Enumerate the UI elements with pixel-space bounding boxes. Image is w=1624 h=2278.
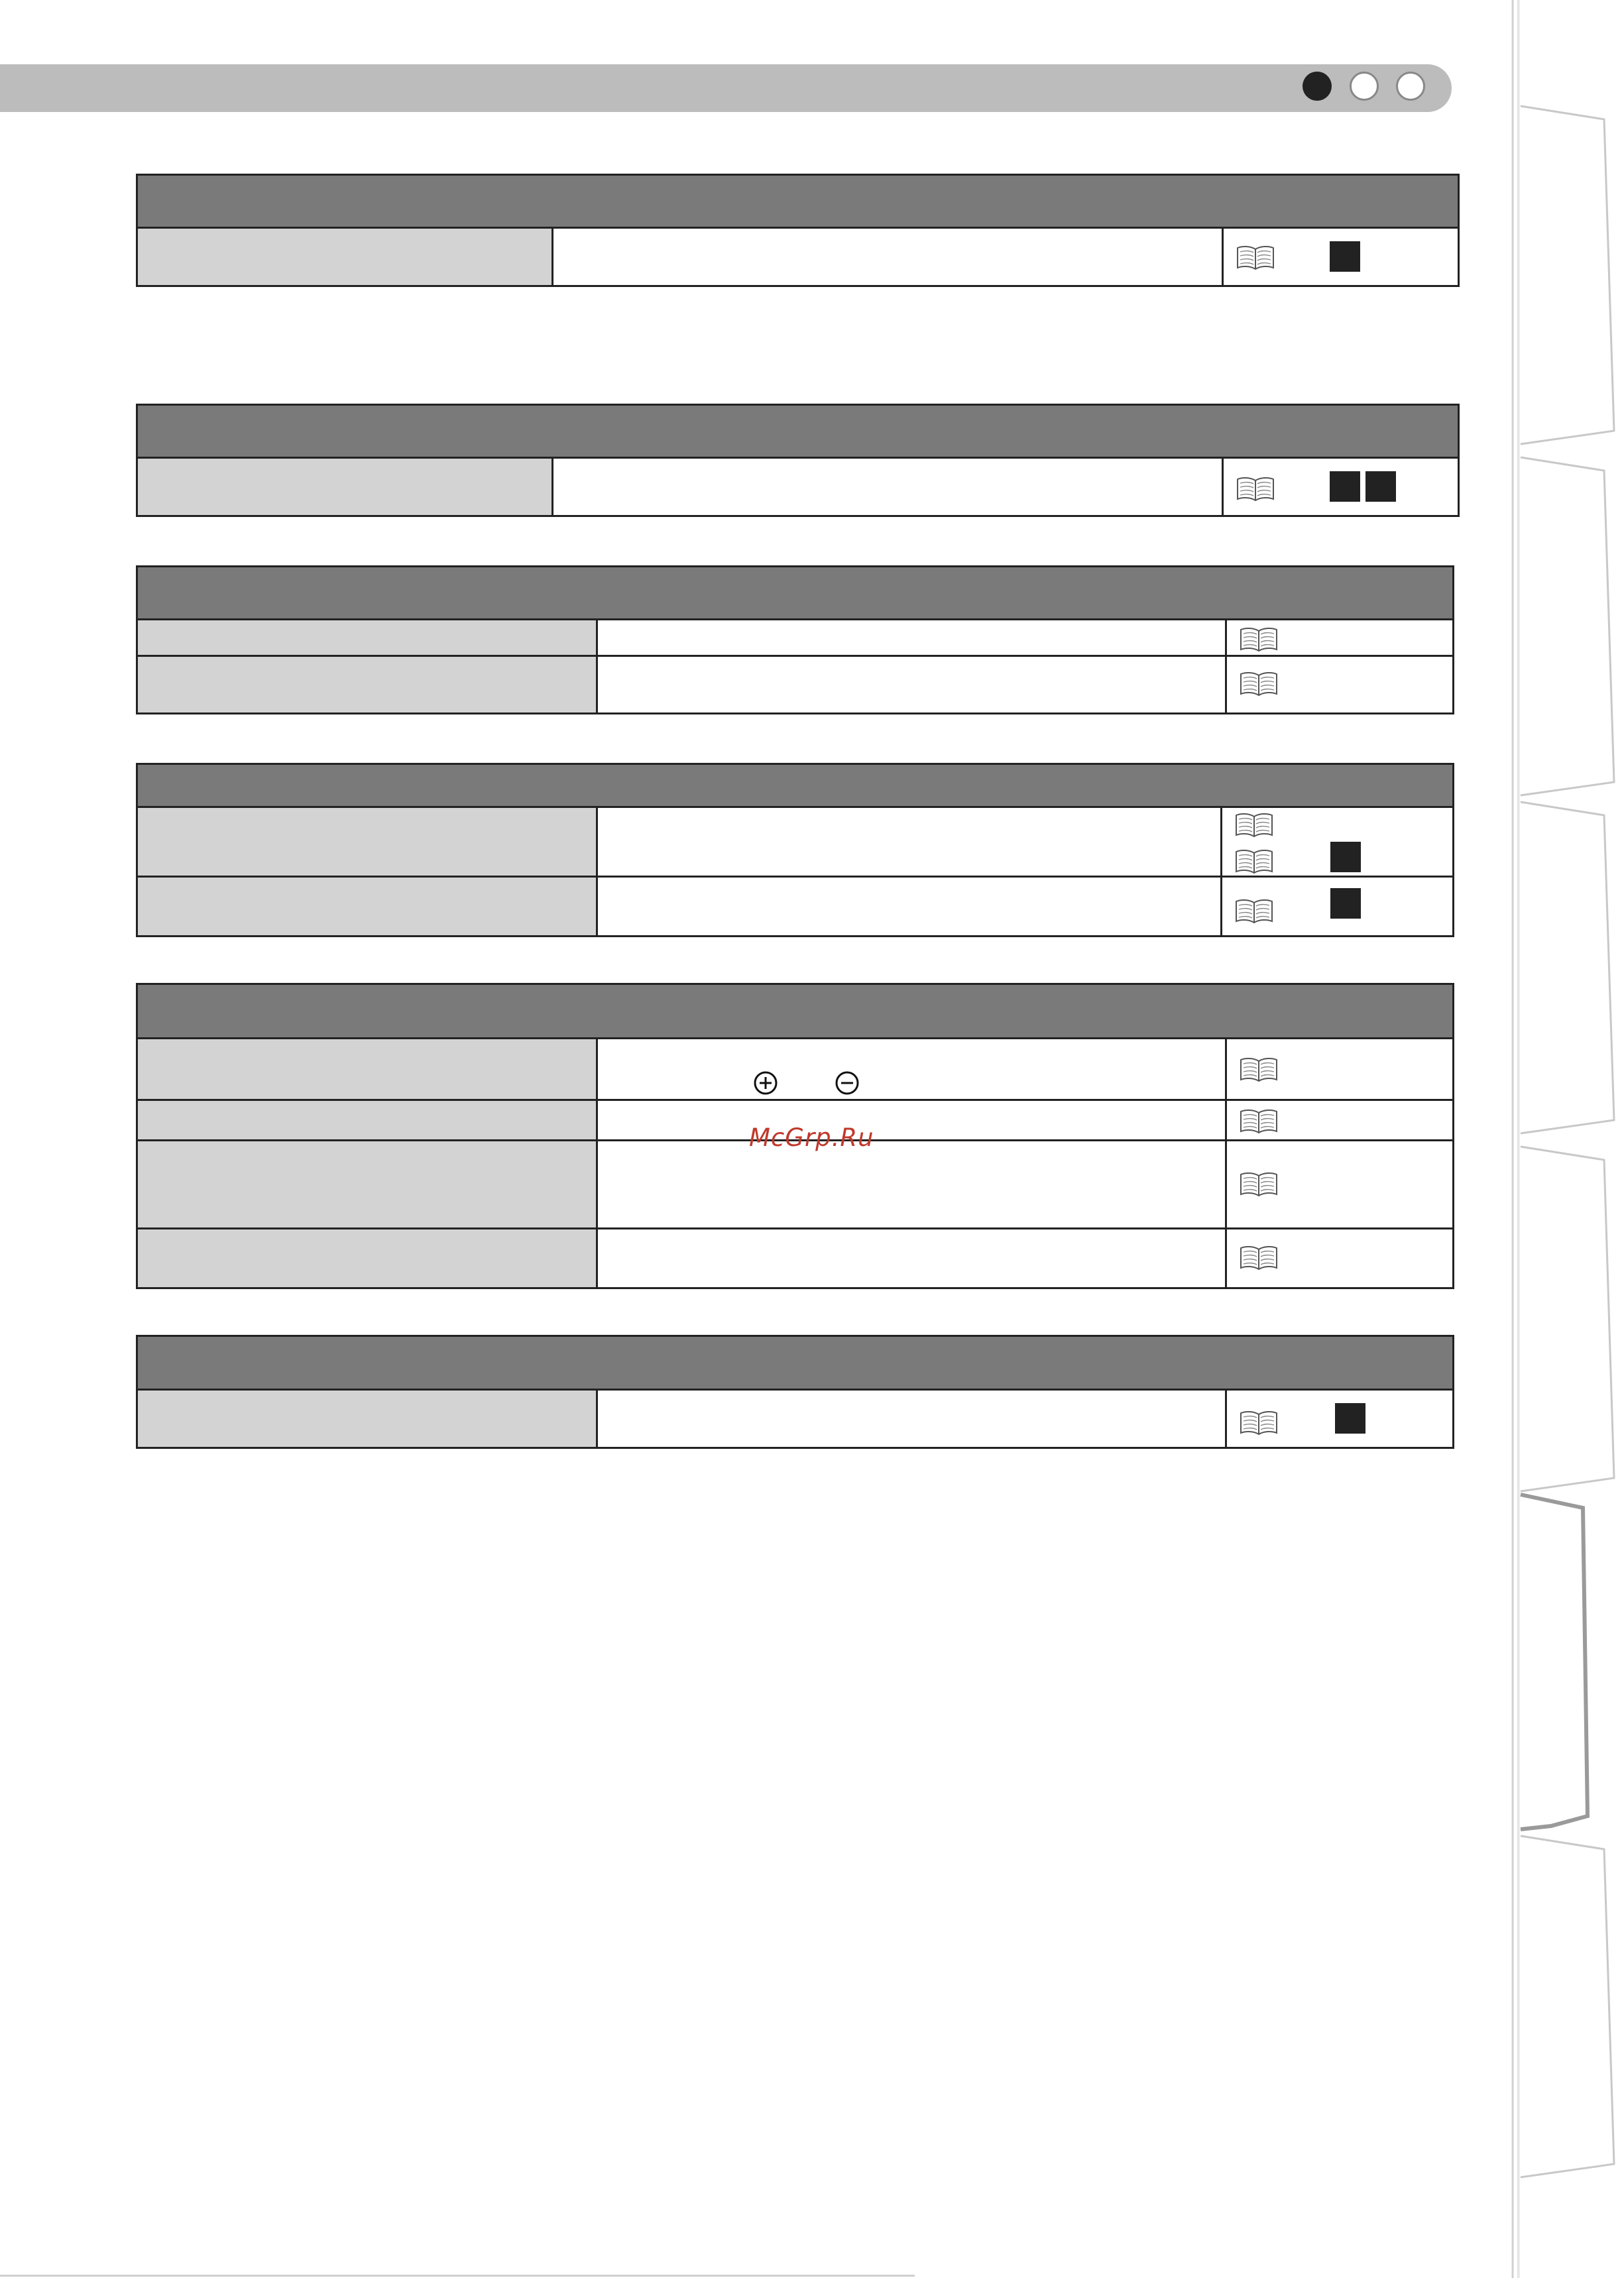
row-description-cell [598, 1229, 1227, 1287]
step-marker-icon [1365, 471, 1396, 502]
row-reference-cell [1227, 1229, 1452, 1287]
table-row [138, 1039, 1452, 1101]
row-label-cell [138, 1391, 598, 1447]
row-reference-cell [1222, 878, 1452, 935]
book-reference-icon [1239, 1409, 1279, 1436]
step-marker-icon [1330, 241, 1360, 272]
row-label-cell [138, 657, 598, 712]
book-reference-icon [1236, 244, 1275, 270]
table-row [138, 620, 1452, 657]
table-header [138, 985, 1452, 1039]
table-6 [136, 1335, 1454, 1449]
table-row [138, 808, 1452, 878]
row-description-cell [598, 1141, 1227, 1227]
row-reference-cell [1227, 657, 1452, 712]
step-marker-icon [1335, 1403, 1365, 1434]
book-reference-icon [1239, 1108, 1279, 1134]
table-row [138, 657, 1452, 712]
table-header [138, 176, 1458, 229]
row-label-cell [138, 808, 598, 876]
minus-circle-icon [835, 1070, 860, 1096]
row-description-cell [598, 657, 1227, 712]
row-description-cell [553, 459, 1224, 515]
row-reference-cell [1224, 229, 1458, 285]
book-reference-icon [1239, 1056, 1279, 1082]
book-reference-icon [1239, 1244, 1279, 1271]
table-row [138, 1141, 1452, 1229]
row-description-cell [598, 1039, 1227, 1099]
row-reference-cell [1227, 620, 1452, 655]
row-label-cell [138, 229, 553, 285]
table-2 [136, 404, 1460, 517]
row-description-cell [598, 878, 1222, 935]
book-reference-icon [1239, 626, 1279, 652]
book-reference-icon [1239, 670, 1279, 697]
step-dot-empty-icon [1350, 72, 1379, 101]
table-row [138, 1391, 1452, 1447]
row-description-cell [598, 1101, 1227, 1139]
step-marker-icon [1330, 888, 1361, 919]
step-dot-empty-icon [1396, 72, 1425, 101]
table-header [138, 1337, 1452, 1391]
step-marker-icon [1330, 842, 1361, 872]
book-reference-icon [1234, 848, 1274, 874]
row-reference-cell [1227, 1391, 1452, 1447]
chapter-tabs [1511, 0, 1624, 2278]
table-row [138, 878, 1452, 935]
row-label-cell [138, 1101, 598, 1139]
table-header [138, 567, 1452, 620]
row-description-cell [598, 620, 1227, 655]
table-row [138, 1229, 1452, 1287]
book-reference-icon [1236, 475, 1275, 502]
row-label-cell [138, 1039, 598, 1099]
step-marker-icon [1330, 471, 1360, 502]
row-description-cell [598, 1391, 1227, 1447]
row-label-cell [138, 1229, 598, 1287]
table-1 [136, 174, 1460, 287]
row-description-cell [553, 229, 1224, 285]
table-3 [136, 565, 1454, 714]
row-label-cell [138, 878, 598, 935]
plus-circle-icon [753, 1070, 778, 1096]
book-reference-icon [1234, 897, 1274, 924]
book-reference-icon [1234, 811, 1274, 838]
row-label-cell [138, 1141, 598, 1227]
table-header [138, 765, 1452, 808]
book-reference-icon [1239, 1170, 1279, 1197]
row-label-cell [138, 459, 553, 515]
row-reference-cell [1227, 1141, 1452, 1227]
header-bar [0, 64, 1452, 112]
row-description-cell [598, 808, 1222, 876]
row-label-cell [138, 620, 598, 655]
table-row [138, 229, 1458, 285]
row-reference-cell [1222, 808, 1452, 876]
watermark-text: McGrp.Ru [749, 1123, 874, 1152]
footer-line [0, 2275, 915, 2277]
row-reference-cell [1227, 1101, 1452, 1139]
table-header [138, 406, 1458, 459]
step-dot-filled-icon [1303, 72, 1332, 101]
row-reference-cell [1227, 1039, 1452, 1099]
row-reference-cell [1224, 459, 1458, 515]
table-row [138, 459, 1458, 515]
table-4 [136, 763, 1454, 937]
